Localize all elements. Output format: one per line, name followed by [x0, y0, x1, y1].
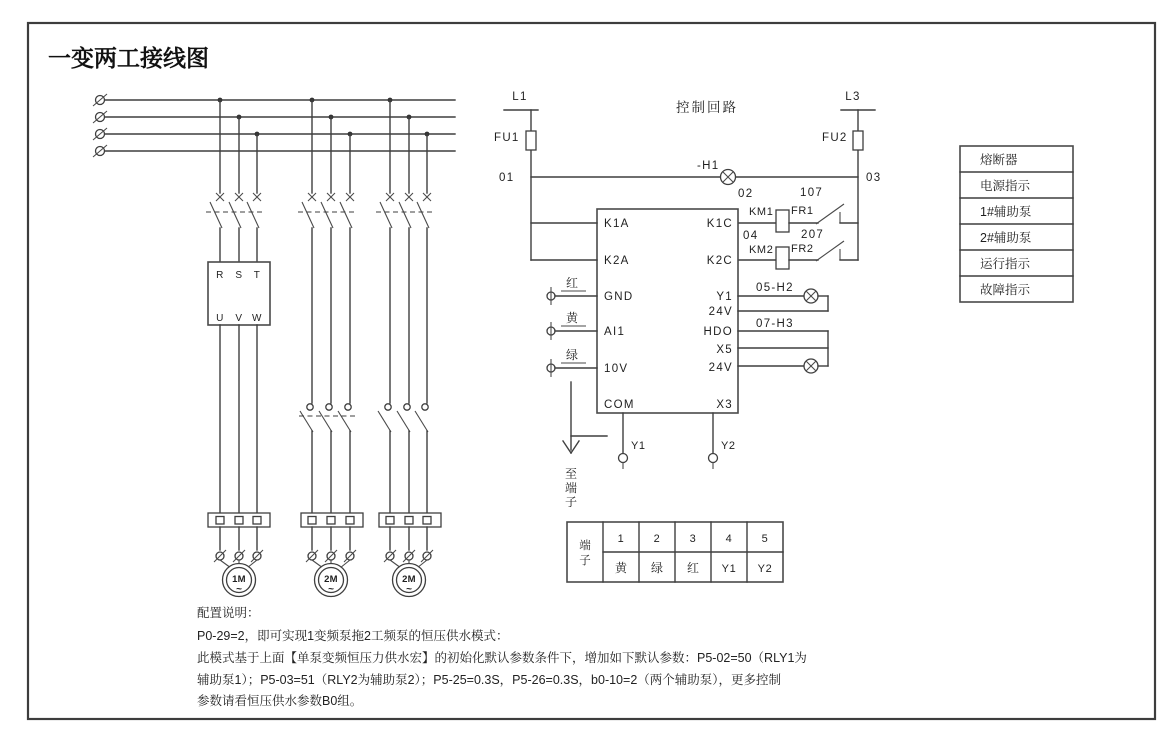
l1-label: L1: [512, 91, 528, 103]
fu1-label: FU1: [494, 132, 520, 144]
notes-line-5: 参数请看恒压供水参数B0组。: [197, 694, 363, 708]
to-terminals-label: [565, 467, 577, 509]
wire-02-label: 02: [738, 188, 754, 200]
legend-row-fuse: 熔断器: [980, 153, 1018, 167]
terminal-ai1: AI1: [604, 326, 626, 338]
notes-line-4: 辅助泵1）；P5-03=51（RLY2为辅助泵2）；P5-25=0.3S，P5-26=0.3S，b0-10=2（两个辅助泵），更多控制: [197, 673, 782, 687]
vfd-terminal-v: V: [235, 313, 243, 324]
legend-row-power-indicator: 电源指示: [980, 179, 1031, 193]
motor-label: 2M: [402, 574, 416, 585]
terminal-k2a: K2A: [604, 255, 630, 267]
terminal-wire-3: 红: [686, 561, 700, 575]
terminal-wire-4: Y1: [721, 563, 737, 575]
terminal-10v: 10V: [604, 363, 629, 375]
lamp-icon-h3: [804, 359, 818, 373]
motor-wave: ~: [328, 584, 334, 595]
terminal-com: COM: [604, 399, 635, 411]
contactor-icon-km2: [378, 404, 428, 432]
output-y2-label: Y2: [721, 440, 736, 452]
breaker-icon-group1: [206, 193, 263, 228]
terminal-wire-2: 绿: [650, 561, 664, 575]
wire-107-label: 107: [800, 187, 824, 199]
terminal-k1c: K1C: [706, 218, 733, 230]
vfd-terminal-w: W: [252, 313, 262, 324]
terminal-gnd: GND: [604, 291, 634, 303]
motor-icon-2m-b: [393, 564, 426, 597]
lamp-h2-label: 05-H2: [756, 282, 794, 294]
legend-table: [960, 146, 1073, 302]
output-y1-label: Y1: [631, 440, 646, 452]
fr1-label: FR1: [791, 205, 814, 217]
lamp-h1-label: -H1: [697, 160, 720, 172]
terminal-hdo: HDO: [703, 326, 733, 338]
control-circuit-title: 控制回路: [676, 100, 738, 115]
legend-row-aux-pump1: 1#辅助泵: [980, 205, 1032, 219]
power-circuit: [93, 94, 455, 597]
terminal-num-4: 4: [725, 533, 733, 545]
legend-row-run-indicator: 运行指示: [980, 257, 1031, 271]
overload-relay-icon-2: [301, 513, 363, 527]
terminal-table-header-char2: 子: [579, 555, 591, 567]
breaker-icon-group3: [376, 193, 433, 228]
motor-leads: [214, 527, 433, 568]
feeder-drops: [220, 100, 427, 193]
lamp-h3-label: 07-H3: [756, 318, 794, 330]
legend-row-aux-pump2: 2#辅助泵: [980, 231, 1032, 245]
terminal-24v-a: 24V: [708, 306, 733, 318]
terminal-x3: X3: [716, 399, 733, 411]
l3-label: L3: [845, 91, 861, 103]
output-y1: [619, 413, 646, 469]
breaker-icon-group2: [298, 193, 356, 228]
motor-label: 2M: [324, 574, 338, 585]
nc-contact-icon-fr1: [816, 204, 858, 224]
lamp-icon-h1: [721, 170, 736, 185]
km1-label: KM1: [749, 206, 774, 218]
wire-terminal-icon: [619, 454, 628, 463]
analog-wire-red: [547, 276, 597, 305]
terminal-wire-5: Y2: [757, 563, 773, 575]
terminal-table: [567, 522, 783, 582]
terminal-num-3: 3: [689, 533, 697, 545]
notes-heading: 配置说明：: [197, 606, 260, 620]
config-notes: [197, 606, 807, 708]
vfd-power-box: [208, 262, 270, 325]
wire-terminal-icon: [709, 454, 718, 463]
notes-line-2: P0-29=2，即可实现1变频泵拖2工频泵的恒压供水模式：: [197, 629, 509, 643]
terminal-y1: Y1: [716, 291, 733, 303]
terminal-24v-b: 24V: [708, 362, 733, 374]
motor-wave: ~: [406, 584, 412, 595]
motor-icon-1m: [223, 564, 256, 597]
terminal-x5: X5: [716, 344, 733, 356]
motor-wave: ~: [236, 584, 242, 595]
terminal-k2c: K2C: [706, 255, 733, 267]
wire-03-label: 03: [866, 172, 882, 184]
lamp-icon-h2: [804, 289, 818, 303]
motor-label: 1M: [232, 574, 246, 585]
vfd-terminal-t: T: [253, 270, 261, 281]
fault-lamp-loop: [738, 318, 828, 373]
fuse-icon-fu1: [526, 131, 536, 150]
vfd-terminal-u: U: [216, 313, 224, 324]
vfd-terminal-r: R: [216, 270, 224, 281]
motor-icon-2m-a: [315, 564, 348, 597]
page-title: 一变两工接线图: [48, 45, 209, 71]
to-terminals-char1: 至: [564, 467, 578, 481]
wire-01-label: 01: [499, 172, 515, 184]
terminal-num-1: 1: [617, 533, 625, 545]
terminal-k1a: K1A: [604, 218, 630, 230]
fu2-label: FU2: [822, 132, 848, 144]
terminal-table-header-char1: 端: [579, 540, 591, 552]
overload-relay-icon-3: [379, 513, 441, 527]
analog-wire-yellow: [547, 311, 597, 340]
notes-line-3: 此模式基于上面【单泵变频恒压力供水宏】的初始化默认参数条件下，增加如下默认参数：P5-02=50（RLY1为: [197, 651, 807, 665]
coil-icon-km1: [776, 210, 789, 232]
contactor-icon-km1: [299, 404, 357, 432]
terminal-wire-1: 黄: [614, 561, 628, 575]
to-terminals-char3: 子: [564, 495, 578, 509]
analog-wire-green: [547, 348, 597, 377]
coil-icon-km2: [776, 247, 789, 269]
supply-bus: [93, 94, 455, 157]
terminal-num-5: 5: [761, 533, 769, 545]
fr2-label: FR2: [791, 243, 814, 255]
control-circuit: [494, 91, 881, 509]
run-lamp-loop: [738, 282, 828, 311]
wire-yellow-label: 黄: [565, 311, 579, 325]
vfd-terminal-s: S: [235, 270, 243, 281]
terminal-num-2: 2: [653, 533, 661, 545]
fuse-icon-fu2: [853, 131, 863, 150]
wire-04-label: 04: [743, 230, 759, 242]
legend-row-fault-indicator: 故障指示: [980, 283, 1031, 297]
to-terminals-char2: 端: [564, 481, 578, 495]
wire-green-label: 绿: [565, 348, 579, 362]
overload-relay-icon-1: [208, 513, 270, 527]
output-y2: [709, 413, 736, 469]
wire-207-label: 207: [801, 229, 825, 241]
wire-red-label: 红: [565, 276, 579, 290]
km2-label: KM2: [749, 244, 774, 256]
phase-source-icon: [93, 94, 107, 157]
nc-contact-icon-fr2: [816, 241, 858, 261]
